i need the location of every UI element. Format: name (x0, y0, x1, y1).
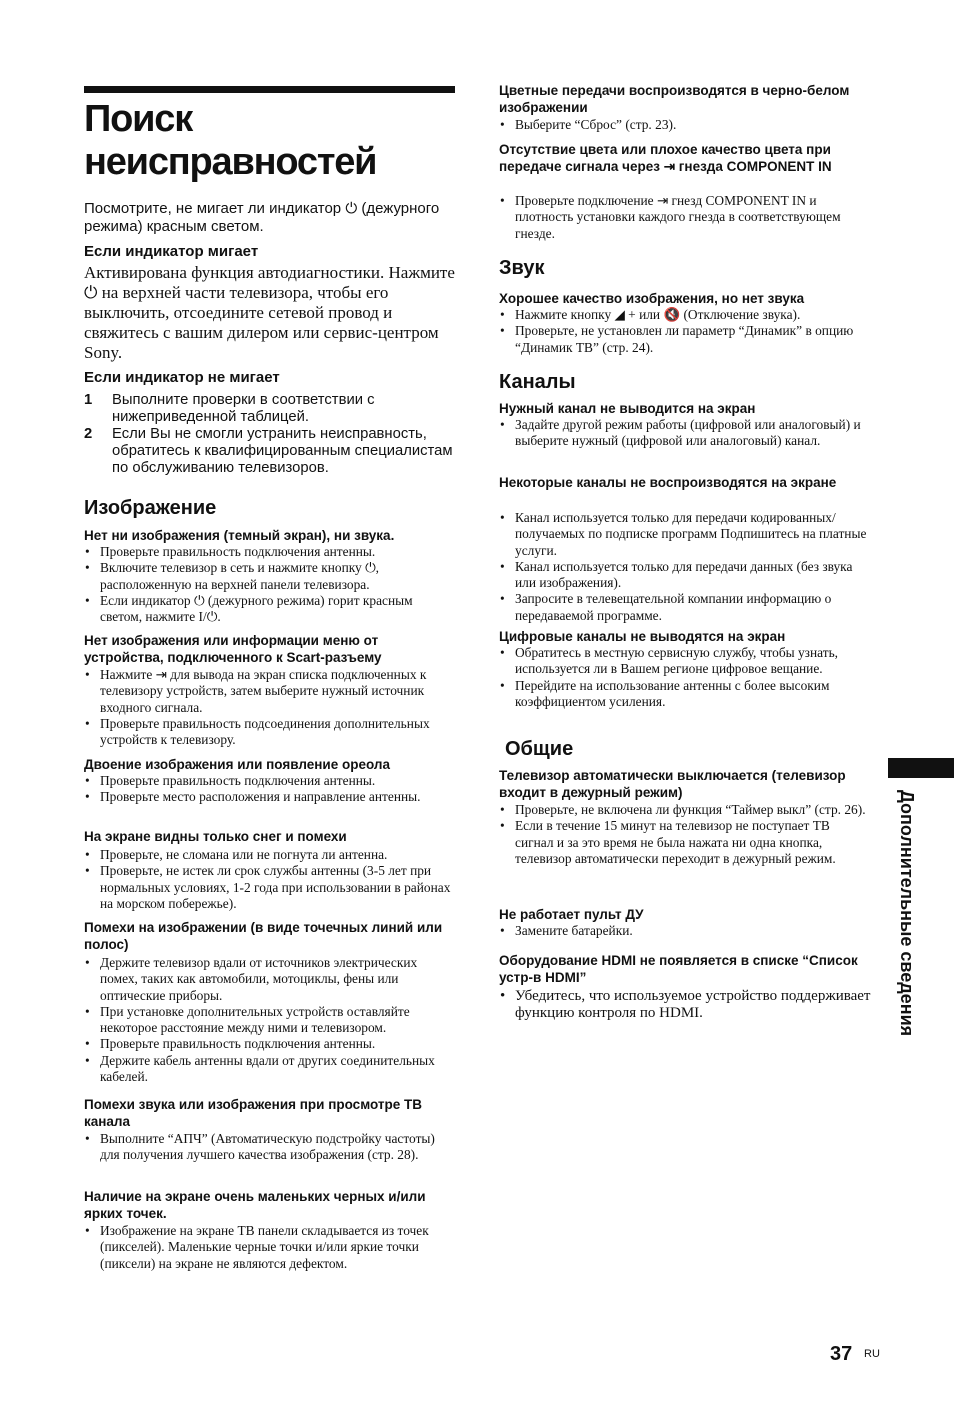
problem-title: Цветные передачи воспроизводятся в черно-белом изображении (499, 83, 850, 115)
solution-item: • Проверьте правильность подключения антенны. (84, 773, 456, 789)
solution-item: • Выберите “Сброс” (стр. 23). (499, 117, 871, 133)
step-number: 1 (84, 392, 93, 408)
solution-item: • Держите телевизор вдали от источников электрических помех, таких как автомобили, мотоциклы, фены или оптические приборы. (84, 955, 456, 1004)
solution-item: • Замените батарейки. (499, 923, 871, 939)
solution-item: • Канал используется только для передачи данных (без звука или изображения). (499, 559, 871, 592)
solution-item: • Проверьте правильность подсоединения дополнительных устройств к телевизору. (84, 716, 456, 749)
solution-list (499, 923, 871, 939)
problem-title: Помехи на изображении (в виде точечных линий или полос) (84, 920, 443, 952)
page-title: Поиск неисправностей (84, 98, 377, 183)
solution-item: • Проверьте, не истек ли срок службы антенны (3-5 лет при нормальных условиях, 1-2 года при использовании в районах на морском побережье). (84, 863, 456, 912)
step-text: Если Вы не смогли устранить неисправность, обратитесь к квалифицированным специалистам по обслуживанию телевизоров. (112, 426, 453, 476)
solution-list (499, 510, 871, 624)
problem-title: На экране видны только снег и помехи (84, 829, 347, 844)
solution-list (499, 802, 871, 867)
solution-list (499, 307, 871, 356)
solution-item: • Проверьте правильность подключения антенны. (84, 1036, 456, 1052)
solution-item: • Изображение на экране ТВ панели складывается из точек (пикселей). Маленькие черные точки и/или яркие точки (пиксели) на экране не являются дефектом. (84, 1223, 456, 1272)
solution-item: • Выполните “АПЧ” (Автоматическую подстройку частоты) для получения лучшего качества изображения (стр. 28). (84, 1131, 456, 1164)
solution-list (84, 773, 456, 806)
solution-item: • Проверьте, не установлен ли параметр “Динамик” в опцию “Динамик ТВ” (стр. 24). (499, 323, 871, 356)
solution-list (84, 847, 456, 912)
step-item (84, 426, 456, 477)
solution-item: • Проверьте правильность подключения антенны. (84, 544, 456, 560)
title-rule (84, 86, 455, 93)
solution-list (499, 988, 871, 1022)
step-number: 2 (84, 426, 93, 442)
problem-title: Не работает пульт ДУ (499, 907, 644, 922)
problem-title: Некоторые каналы не воспроизводятся на экране (499, 475, 837, 490)
solution-list (499, 645, 871, 710)
blinking-text: Активирована функция автодиагностики. Нажмите ⏻ на верхней части телевизора, чтобы его выключить, отсоедините сетевой провод и свяжитесь с вашим дилером или сервис-центром Sony. (84, 263, 455, 362)
problem-title: Нет ни изображения (темный экран), ни звука. (84, 528, 395, 543)
step-text: Выполните проверки в соответствии с нижеприведенной таблицей. (112, 392, 375, 425)
solution-item: • Запросите в телевещательной компании информацию о передаваемой программе. (499, 591, 871, 624)
solution-item: • Проверьте место расположения и направление антенны. (84, 789, 456, 805)
section-heading-sound: Звук (499, 257, 545, 279)
problem-title: Наличие на экране очень маленьких черных и/или ярких точек. (84, 1189, 426, 1221)
problem-title: Телевизор автоматически выключается (телевизор входит в дежурный режим) (499, 768, 846, 800)
solution-item: • Канал используется только для передачи кодированных/получаемых по подписке программ Подпишитесь на платные услуги. (499, 510, 871, 559)
sidebar-section-label (888, 790, 922, 1080)
solution-item: • Если в течение 15 минут на телевизор не поступает ТВ сигнал и за это время не была нажата ни одна кнопка, телевизор автоматически переходит в дежурный режим. (499, 818, 871, 867)
blinking-heading: Если индикатор мигает (84, 243, 259, 260)
section-tab-marker (888, 758, 954, 778)
problem-title: Хорошее качество изображения, но нет звука (499, 291, 805, 306)
solution-list (499, 193, 871, 242)
section-heading-picture: Изображение (84, 497, 217, 519)
solution-item: • Проверьте подключение ⇥ гнезд COMPONENT IN и плотность установки каждого гнезда в соответствующем гнезде. (499, 193, 871, 242)
solution-item: • Убедитесь, что используемое устройство поддерживает функцию контроля по HDMI. (499, 988, 871, 1022)
solution-list (84, 955, 456, 1085)
solution-item: • Нажмите кнопку ◢ + или 🔇 (Отключение звука). (499, 307, 871, 323)
intro-text: Посмотрите, не мигает ли индикатор ⏻ (дежурного режима) красным светом. (84, 200, 440, 235)
steps-list (84, 392, 456, 477)
solution-list (84, 1131, 456, 1164)
problem-title: Отсутствие цвета или плохое качество цвета при передаче сигнала через ⇥ гнезда COMPONENT IN (499, 142, 832, 174)
solution-list (499, 417, 871, 450)
solution-item: • Проверьте, не сломана или не погнута ли антенна. (84, 847, 456, 863)
solution-list (499, 117, 871, 133)
solution-item: • Если индикатор ⏻ (дежурного режима) горит красным светом, нажмите I/⏻. (84, 593, 456, 626)
section-heading-channels: Каналы (499, 371, 576, 393)
solution-item: • Перейдите на использование антенны с более высоким коэффициентом усиления. (499, 678, 871, 711)
solution-list (84, 544, 456, 625)
page-number: 37 (830, 1343, 853, 1365)
page-language: RU (864, 1348, 880, 1360)
solution-item: • Держите кабель антенны вдали от других соединительных кабелей. (84, 1053, 456, 1086)
problem-title: Помехи звука или изображения при просмотре ТВ канала (84, 1097, 423, 1129)
step-item (84, 392, 456, 426)
sidebar-label-text: Дополнительные сведения (897, 790, 917, 1037)
solution-item: • При установке дополнительных устройств оставляйте некоторое расстояние между ними и телевизором. (84, 1004, 456, 1037)
solution-item: • Нажмите ⇥ для вывода на экран списка подключенных к телевизору устройств, затем выберите нужный источник входного сигнала. (84, 667, 456, 716)
solution-item: • Включите телевизор в сеть и нажмите кнопку ⏻, расположенную на верхней панели телевизора. (84, 560, 456, 593)
problem-title: Оборудование HDMI не появляется в списке “Список устр-в HDMI” (499, 953, 858, 985)
solution-list (84, 1223, 456, 1272)
solution-list (84, 667, 456, 748)
not-blinking-heading: Если индикатор не мигает (84, 369, 280, 386)
problem-title: Нет изображения или информации меню от устройства, подключенного к Scart-разъему (84, 633, 382, 665)
problem-title: Цифровые каналы не выводятся на экран (499, 629, 786, 644)
solution-item: • Задайте другой режим работы (цифровой или аналоговый) и выберите нужный (цифровой или аналоговый) канал. (499, 417, 871, 450)
problem-title: Двоение изображения или появление ореола (84, 757, 390, 772)
solution-item: • Проверьте, не включена ли функция “Таймер выкл” (стр. 26). (499, 802, 871, 818)
problem-title: Нужный канал не выводится на экран (499, 401, 756, 416)
section-heading-general: Общие (505, 738, 574, 760)
solution-item: • Обратитесь в местную сервисную службу, чтобы узнать, используется ли в Вашем регионе цифровое вещание. (499, 645, 871, 678)
